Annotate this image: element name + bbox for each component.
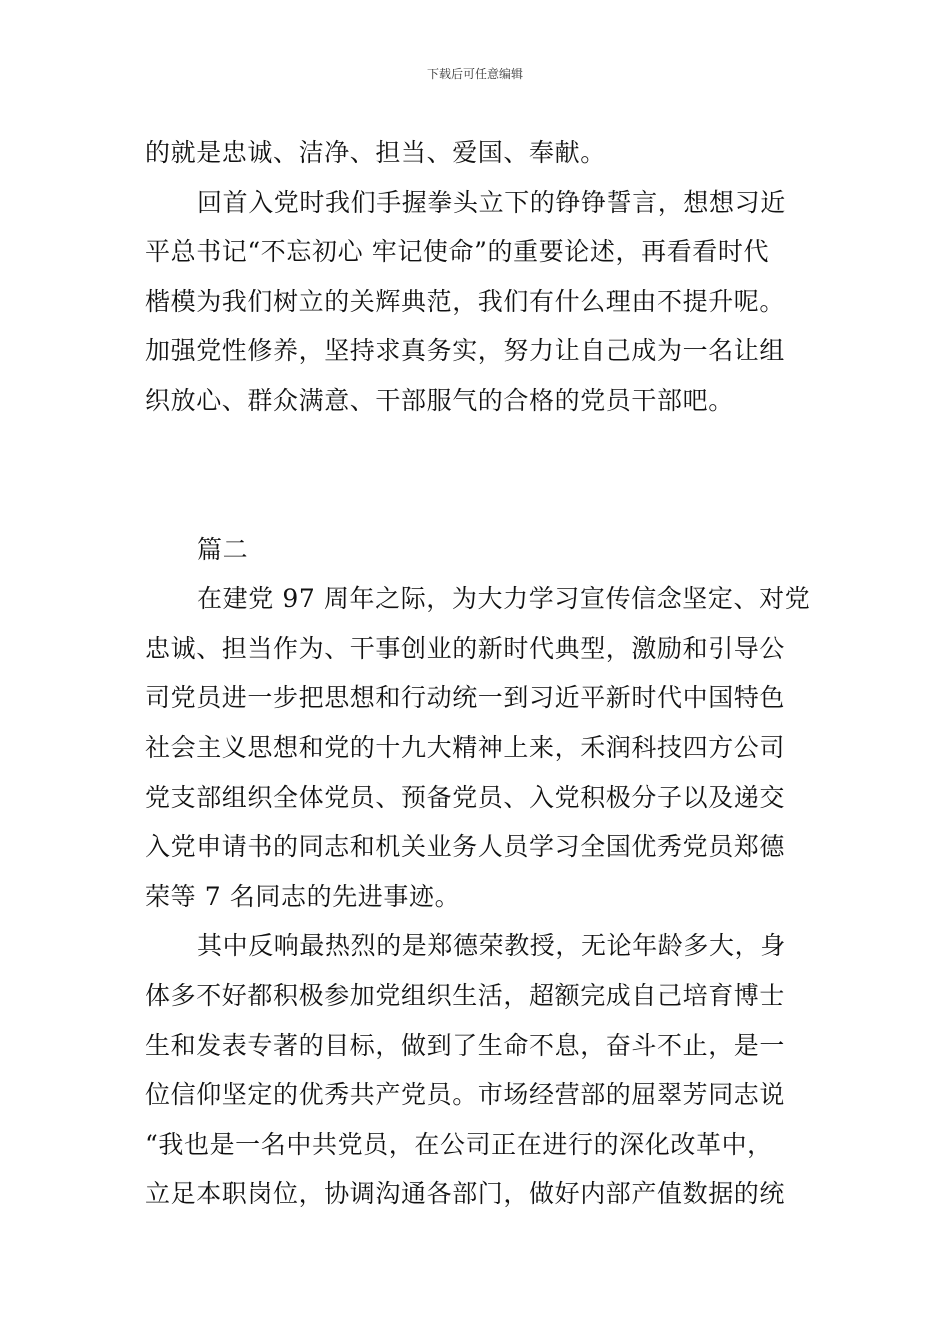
text-line: 荣等 7 名同志的先进事迹。: [145, 881, 461, 911]
text-line: 其中反响最热烈的是郑德荣教授，无论年龄多大，身: [197, 931, 786, 961]
page-header: 下载后可任意编辑: [426, 67, 523, 81]
text-line: 位信仰坚定的优秀共产党员。市场经营部的屈翠芳同志说: [145, 1080, 786, 1110]
paragraph-2: [145, 921, 807, 1219]
text-line: 回首入党时我们手握拳头立下的铮铮誓言，想想习近: [197, 187, 786, 217]
section-2: [145, 525, 811, 1219]
section-1: [145, 128, 807, 426]
text-line: 体多不好都积极参加党组织生活，超额完成自己培育博士: [145, 980, 786, 1010]
paragraph-1: [145, 574, 811, 921]
text-line: 在建党 97 周年之际，为大力学习宣传信念坚定、对党: [197, 584, 811, 614]
document-body: [145, 128, 811, 1219]
section-gap: [145, 426, 807, 525]
text-line: 社会主义思想和党的十九大精神上来，禾润科技四方公司: [145, 732, 786, 762]
text-line: 党支部组织全体党员、预备党员、入党积极分子以及递交: [145, 782, 786, 812]
text-line: 加强党性修养，坚持求真务实，努力让自己成为一名让组: [145, 336, 786, 366]
text-line: 平总书记“不忘初心 牢记使命”的重要论述，再看看时代: [145, 237, 770, 267]
text-line: 生和发表专著的目标，做到了生命不息，奋斗不止，是一: [145, 1030, 786, 1060]
text-line: 入党申请书的同志和机关业务人员学习全国优秀党员郑德: [145, 832, 786, 862]
text-line: 忠诚、担当作为、干事创业的新时代典型，激励和引导公: [145, 633, 786, 663]
text-line: 织放心、群众满意、干部服气的合格的党员干部吧。: [145, 385, 734, 415]
text-line: “我也是一名中共党员，在公司正在进行的深化改革中，: [145, 1129, 773, 1159]
text-line: 立足本职岗位，协调沟通各部门，做好内部产值数据的统: [145, 1179, 786, 1209]
section-heading: 篇二: [197, 534, 249, 564]
text-line: 楷模为我们树立的关辉典范，我们有什么理由不提升呢。: [145, 286, 786, 316]
text-line: 的就是忠诚、洁净、担当、爱国、奉献。: [145, 138, 606, 167]
text-line: 司党员进一步把思想和行动统一到习近平新时代中国特色: [145, 683, 786, 713]
